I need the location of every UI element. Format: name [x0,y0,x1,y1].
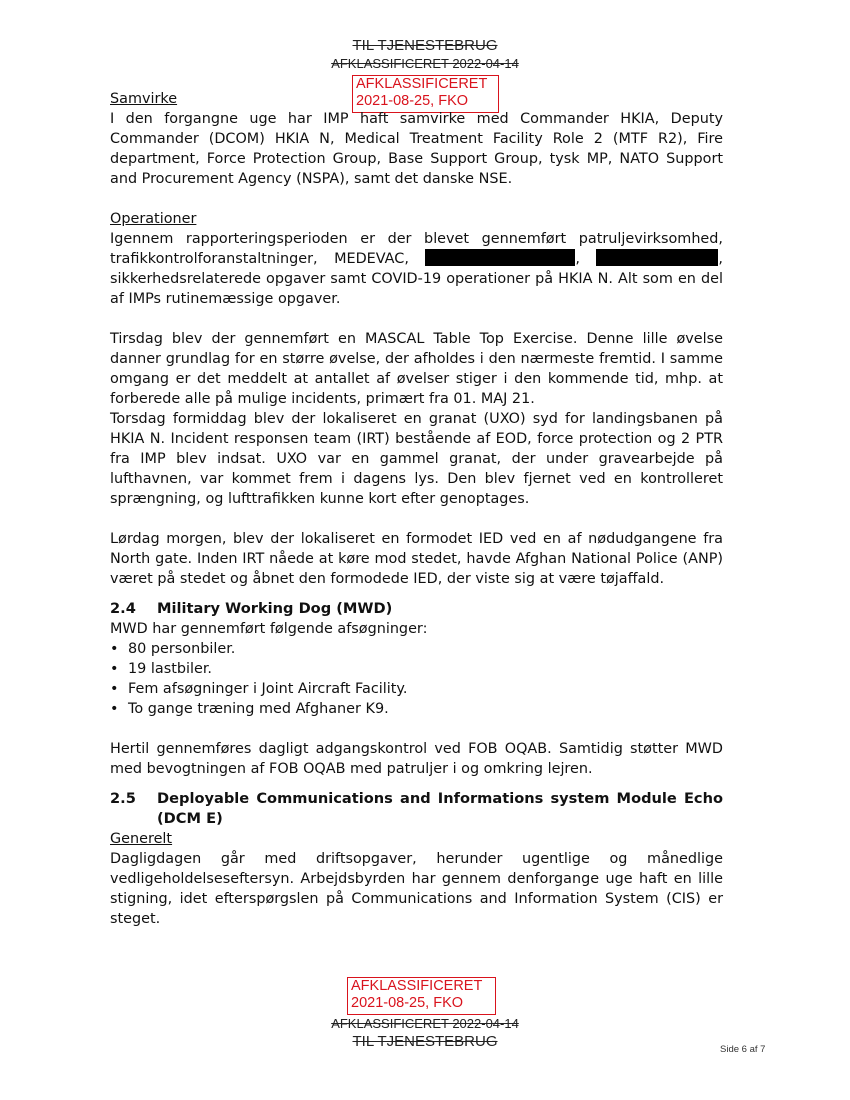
samvirke-heading: Samvirke [110,91,178,107]
redaction-block [425,249,575,266]
operationer-paragraph-2: Tirsdag blev der gennemført en MASCAL Table Top Exercise. Denne lille øvelse danner grundlag for en større øvelse, der afholdes i den nærmeste fremtid. I samme omgang er det meddelt at antallet af øvelser stiger i den kommende tid, mhp. at forberede alle på mulige incidents, primært fra 01. MAJ 21. [110,331,723,407]
stamp-line2: 2021-08-25, FKO [351,995,464,1011]
operationer-paragraph-4: Lørdag morgen, blev der lokaliseret en formodet IED ved en af nødudgangene fra North gate. Inden IRT nåede at køre mod stedet, havde Afghan National Police (ANP) været på stedet og åbnet den formodede IED, der viste sig at være tøjaffald. [110,531,723,587]
section-2-5-heading [110,789,723,829]
generelt-heading: Generelt [110,831,173,847]
operationer-paragraph-1 [110,229,723,309]
list-item: • To gange træning med Afghaner K9. [110,699,723,719]
list-item: • 80 personbiler. [110,639,723,659]
redaction-block [596,249,718,266]
op-separator: , [575,251,580,267]
operationer-paragraph-3: Torsdag formiddag blev der lokaliseret en granat (UXO) syd for landingsbanen på HKIA N. Incident responsen team (IRT) bestående af EOD, force protection og 2 PTR fra IMP blev indsat. UXO var en gammel granat, der under gravearbejde på lufthavnen, var kommet frem i dagens lys. Den blev fjernet ved en kontrolleret sprængning, og lufttrafikken kunne kort efter genoptages. [110,411,723,507]
section-title: Deployable Communications and Informations system Module Echo (DCM E) [157,790,723,827]
stamp-line1: AFKLASSIFICERET [356,76,488,92]
list-item: • 19 lastbiler. [110,659,723,679]
mwd-outro: Hertil gennemføres dagligt adgangskontrol ved FOB OQAB. Samtidig støtter MWD med bevogtningen af FOB OQAB med patruljer i og omkring lejren. [110,741,723,777]
list-item: • Fem afsøgninger i Joint Aircraft Facility. [110,679,723,699]
samvirke-paragraph: I den forgangne uge har IMP haft samvirke med Commander HKIA, Deputy Commander (DCOM) HKIA N, Medical Treatment Facility Role 2 (MTF R2), Fire department, Force Protection Group, Base Support Group, tysk MP, NATO Support and Procurement Agency (NSPA), samt det danske NSE. [110,111,723,187]
header-declass-original: AFKLASSIFICERET 2022-04-14 [331,56,519,71]
section-title: Military Working Dog (MWD) [157,600,393,617]
document-body [110,89,723,929]
operationer-heading: Operationer [110,211,197,227]
section-number: 2.5 [110,790,136,807]
page-number: Side 6 af 7 [720,1044,766,1055]
mwd-list [110,639,723,719]
op-text-part2: , sikkerhedsrelaterede opgaver samt COVID-19 operationer på HKIA N. Alt som en del af IMPs rutinemæssige opgaver. [110,251,723,307]
section-2-4-heading [110,599,723,619]
generelt-paragraph: Dagligdagen går med driftsopgaver, herunder ugentlige og månedlige vedligeholdelseseftersyn. Arbejdsbyrden har gennem denforgange uge haft en lille stigning, idet efterspørgslen på Communications and Information System (CIS) er steget. [110,851,723,927]
mwd-intro: MWD har gennemført følgende afsøgninger: [110,621,428,637]
footer-classification: TIL TJENESTEBRUG [352,1033,498,1050]
stamp-line2: 2021-08-25, FKO [356,93,469,109]
op-text-part1: Igennem rapporteringsperioden er der blevet gennemført patruljevirksomhed, trafikkontrolforanstaltninger, MEDEVAC, [110,231,723,267]
header-classification: TIL TJENESTEBRUG [352,37,498,54]
declassified-stamp-bottom [347,977,496,1015]
stamp-line1: AFKLASSIFICERET [351,978,483,994]
footer-declass-original: AFKLASSIFICERET 2022-04-14 [331,1016,519,1031]
section-number: 2.4 [110,600,136,617]
